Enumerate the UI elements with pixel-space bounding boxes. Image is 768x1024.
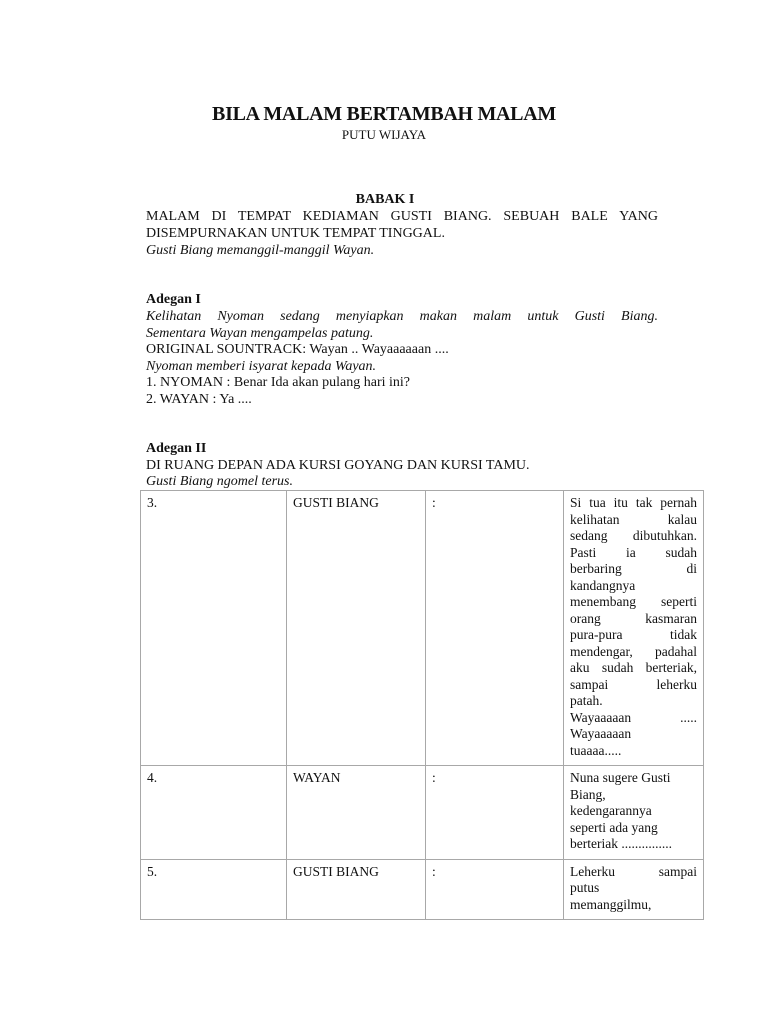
babak-stage-direction: Gusti Biang memanggil-manggil Wayan. (146, 243, 375, 258)
dialogue-text-line: kedengarannya (570, 803, 652, 818)
dialogue-text-line: Leherku sampai (570, 863, 697, 879)
babak-setting-line-1: MALAM DI TEMPAT KEDIAMAN GUSTI BIANG. SEBUAH BALE YANG (146, 209, 658, 224)
colon-separator: : (426, 859, 564, 920)
dialogue-text-line: Nuna sugere Gusti (570, 770, 671, 785)
table-row (141, 491, 704, 766)
line-number: 4. (141, 766, 287, 860)
line-number: 5. (141, 859, 287, 920)
dialogue-text-line: Wayaaaaan (570, 726, 632, 741)
line-number: 3. (141, 491, 287, 766)
adegan-2-stage-direction: Gusti Biang ngomel terus. (146, 474, 293, 489)
babak-setting-line-2: DISEMPURNAKAN UNTUK TEMPAT TINGGAL. (146, 226, 445, 241)
dialogue-text (564, 859, 704, 920)
adegan-1-stage-line-1: Kelihatan Nyoman sedang menyiapkan makan malam untuk Gusti Biang. (146, 309, 658, 324)
colon-separator: : (426, 766, 564, 860)
dialogue-text-line: seperti ada yang (570, 819, 658, 835)
dialogue-text-line: pura-pura tidak (570, 627, 697, 642)
adegan-1-heading: Adegan I (146, 292, 201, 307)
dialogue-text-line: Pasti ia sudah (570, 544, 697, 560)
colon-separator: : (426, 491, 564, 766)
table-row (141, 859, 704, 920)
dialogue-text-line: sampai leherku (570, 676, 697, 692)
dialogue-text (564, 491, 704, 766)
dialogue-text-line: Wayaaaaan ..... (570, 709, 697, 725)
dialogue-text (564, 766, 704, 860)
dialogue-text-line: sedang dibutuhkan. (570, 528, 697, 543)
babak-heading: BABAK I (355, 192, 415, 207)
dialogue-text-line: aku sudah berteriak, (570, 660, 697, 675)
adegan-1-stage-line-3: Nyoman memberi isyarat kepada Wayan. (146, 359, 377, 374)
dialogue-text-line: memanggilmu, (570, 896, 652, 912)
dialogue-text-line: tuaaaa..... (570, 742, 622, 758)
table-row (141, 766, 704, 860)
speaker-name: WAYAN (287, 766, 426, 860)
dialogue-text-line: berteriak ............... (570, 836, 672, 851)
adegan-2-heading: Adegan II (146, 441, 207, 456)
dialogue-text-line: patah. (570, 693, 603, 708)
speaker-name: GUSTI BIANG (287, 859, 426, 920)
dialogue-text-line: Biang, (570, 786, 606, 802)
dialogue-text-line: putus (570, 880, 600, 895)
dialogue-text-line: kelihatan kalau (570, 511, 697, 527)
speaker-name: GUSTI BIANG (287, 491, 426, 766)
dialogue-text-line: berbaring di (570, 561, 697, 576)
dialogue-text-line: kandangnya (570, 577, 636, 593)
dialogue-table (140, 490, 704, 920)
adegan-1-stage-line-2: Sementara Wayan mengampelas patung. (146, 326, 374, 341)
dialogue-text-line: menembang seperti (570, 594, 697, 609)
dialogue-line-2: 2. WAYAN : Ya .... (146, 392, 252, 407)
dialogue-line-1: 1. NYOMAN : Benar Ida akan pulang hari ini? (146, 375, 410, 390)
dialogue-text-line: Si tua itu tak pernah (570, 495, 697, 510)
author-name: PUTU WIJAYA (341, 127, 427, 142)
original-soundtrack-line: ORIGINAL SOUNTRACK: Wayan .. Wayaaaaaan .... (146, 342, 449, 357)
dialogue-text-line: orang kasmaran (570, 610, 697, 626)
dialogue-text-line: mendengar, padahal (570, 643, 697, 659)
adegan-2-setting: DI RUANG DEPAN ADA KURSI GOYANG DAN KURSI TAMU. (146, 458, 530, 473)
document-title: BILA MALAM BERTAMBAH MALAM (212, 103, 556, 125)
